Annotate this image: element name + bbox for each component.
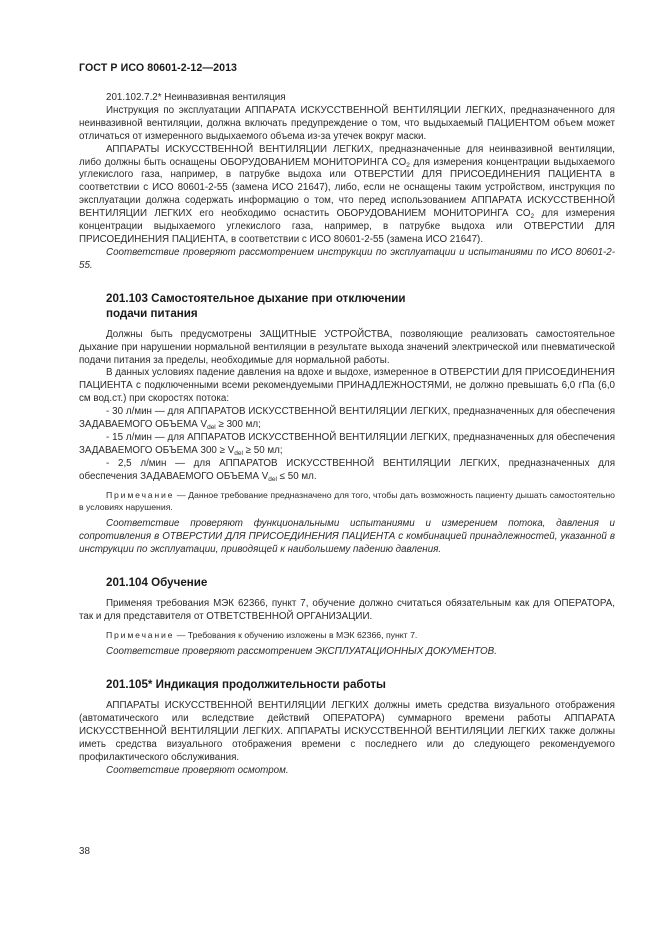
list-item: - 2,5 л/мин — для АППАРАТОВ ИСКУССТВЕННОЙ ВЕНТИЛЯЦИИ ЛЕГКИХ, предназначенных для обеспечения ЗАДАВАЕМОГО ОБЪЕМА $V_{del} \le 50$ мл.: [79, 457, 615, 483]
section-heading-201-103: 201.103 Самостоятельное дыхание при отключении подачи питания: [106, 291, 406, 320]
paragraph: Инструкция по эксплуатации АППАРАТА ИСКУССТВЕННОЙ ВЕНТИЛЯЦИИ ЛЕГКИХ, предназначенного для неинвазивной вентиляции, должна включать предупреждение о том, что выдыхаемый ПАЦИЕНТОМ объем может отличаться от измеренного выдыхаемого объема из-за утечек вокруг маски.: [79, 104, 615, 142]
compliance-statement: Соответствие проверяют осмотром.: [106, 764, 289, 776]
compliance-statement: Соответствие проверяют рассмотрением ЭКСПЛУАТАЦИОННЫХ ДОКУМЕНТОВ.: [106, 646, 497, 658]
note: Примечание — Данное требование предназначено для того, чтобы дать возможность пациенту дышать самостоятельно в условиях нарушения.: [79, 489, 615, 512]
section-heading-201-104: 201.104 Обучение: [106, 576, 208, 590]
paragraph: В данных условиях падение давления на вдохе и выдохе, измеренное в ОТВЕРСТИИ ДЛЯ ПРИСОЕДИНЕНИЯ ПАЦИЕНТА с подключенными всеми рекомендуемыми ПРИНАДЛЕЖНОСТЯМИ, не должно превышать 6,0 гПа (6,0 см вод.ст.) при скоростях потока:: [79, 367, 615, 405]
compliance-statement: Соответствие проверяют функциональными испытаниями и измерением потока, давления и сопротивления в ОТВЕРСТИИ ДЛЯ ПРИСОЕДИНЕНИЯ ПАЦИЕНТА с комбинацией принадлежностей, указанной в инструкции по эксплуатации, приводящей к наибольшему падению давления.: [79, 518, 615, 556]
list-item: - 15 л/мин — для АППАРАТОВ ИСКУССТВЕННОЙ ВЕНТИЛЯЦИИ ЛЕГКИХ, предназначенных для обеспечения ЗАДАВАЕМОГО ОБЪЕМА $300 \ge V_{del} \ge 50$ мл;: [79, 431, 615, 457]
clause-title-201-102-7-2: 201.102.7.2* Неинвазивная вентиляция: [106, 92, 286, 103]
paragraph: Должны быть предусмотрены ЗАЩИТНЫЕ УСТРОЙСТВА, позволяющие реализовать самостоятельное дыхание при нарушении нормальной вентиляции в результате выхода значений электрической или пневматической подачи питания за пределы, необходимые для нормальной работы.: [79, 328, 615, 366]
document-header: ГОСТ Р ИСО 80601-2-12—2013: [79, 62, 238, 74]
list-item: - 30 л/мин — для АППАРАТОВ ИСКУССТВЕННОЙ ВЕНТИЛЯЦИИ ЛЕГКИХ, предназначенных для обеспечения ЗАДАВАЕМОГО ОБЪЕМА $V_{del} \ge 300$ мл;: [79, 406, 615, 432]
document-body: [79, 92, 615, 778]
paragraph: Применяя требования МЭК 62366, пункт 7, обучение должно считаться обязательным как для ОПЕРАТОРА, так и для представителя от ОТВЕТСТВЕННОЙ ОРГАНИЗАЦИИ.: [79, 598, 615, 622]
compliance-statement: Соответствие проверяют рассмотрением инструкции по эксплуатации и испытаниями по ИСО 80601-2-55.: [79, 246, 615, 271]
section-heading-201-105: 201.105* Индикация продолжительности работы: [106, 678, 386, 692]
paragraph-co2-monitoring: АППАРАТЫ ИСКУССТВЕННОЙ ВЕНТИЛЯЦИИ ЛЕГКИХ, предназначенные для неинвазивной вентиляции, либо должны быть оснащены ОБОРУДОВАНИЕМ МОНИТОРИНГА $CO_2$ для измерения концентрации выдыхаемого углекислого газа, например, в патрубке выдоха или ОТВЕРСТИИ ДЛЯ ПРИСОЕДИНЕНИЯ ПАЦИЕНТА в соответствии с ИСО 80601-2-55 (замена ИСО 21647), либо, если не оснащены таким устройством, инструкция по эксплуатации должна содержать информацию о том, что перед использованием АППАРАТА ИСКУССТВЕННОЙ ВЕНТИЛЯЦИИ ЛЕГКИХ его необходимо оснастить ОБОРУДОВАНИЕМ МОНИТОРИНГА $CO_2$ для измерения концентрации выдыхаемого углекислого газа, например, в патрубке выдоха или ОТВЕРСТИИ ДЛЯ ПРИСОЕДИНЕНИЯ ПАЦИЕНТА, в соответствии с ИСО 80601-2-55 (замена ИСО 21647).: [79, 143, 615, 245]
page-number: 38: [79, 846, 90, 857]
note: Примечание — Требования к обучению изложены в МЭК 62366, пункт 7.: [106, 629, 418, 640]
paragraph: АППАРАТЫ ИСКУССТВЕННОЙ ВЕНТИЛЯЦИИ ЛЕГКИХ должны иметь средства визуального отображения (автоматического или вследствие действий ОПЕРАТОРА) суммарного времени работы АППАРАТА ИСКУССТВЕННОЙ ВЕНТИЛЯЦИИ ЛЕГКИХ. АППАРАТЫ ИСКУССТВЕННОЙ ВЕНТИЛЯЦИИ ЛЕГКИХ также должны иметь средства визуального отображения времени с последнего или до следующего рекомендуемого профилактического обслуживания.: [79, 700, 615, 763]
